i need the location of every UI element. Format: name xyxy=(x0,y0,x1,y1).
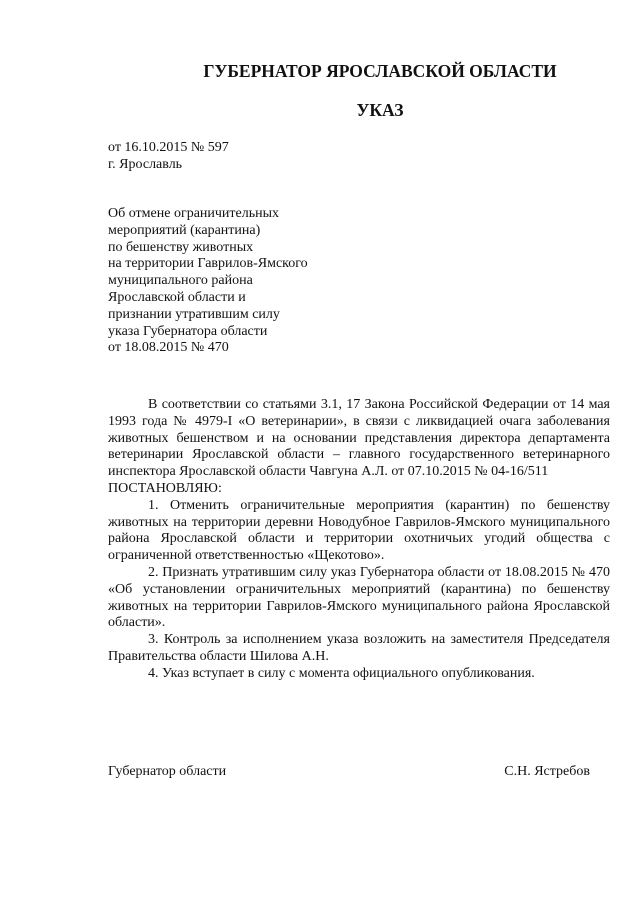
decree-item-1: 1. Отменить ограничительные мероприятия (карантин) по бешенству животных на территории деревни Новодубное Гаврилов-Ямского муниципального района Ярославской области и территории охотничьих угодий общества с ограниченной ответственностью «Щекотово». xyxy=(108,497,610,564)
subject-line: Об отмене ограничительных xyxy=(108,206,280,221)
subject-line: муниципального района xyxy=(108,273,253,289)
city: г. Ярославль xyxy=(108,156,183,172)
decree-item-3: 3. Контроль за исполнением указа возложить на заместителя Председателя Правительства области Шилова А.Н. xyxy=(108,632,610,664)
document-body xyxy=(108,397,610,683)
subject-line: Ярославской области и xyxy=(108,289,246,305)
subject-line: от 18.08.2015 № 470 xyxy=(108,340,229,356)
signatory-name: С.Н. Ястребов xyxy=(504,764,590,779)
subject-line: указа Губернатора области xyxy=(108,323,268,339)
decree-item-4: 4. Указ вступает в силу с момента официального опубликования. xyxy=(148,665,535,681)
signatory-position: Губернатор области xyxy=(108,764,227,779)
date-and-number: от 16.10.2015 № 597 xyxy=(108,140,229,155)
issuing-authority: ГУБЕРНАТОР ЯРОСЛАВСКОЙ ОБЛАСТИ xyxy=(203,61,557,81)
decree-item-2: 2. Признать утратившим силу указ Губернатора области от 18.08.2015 № 470 «Об установлении ограничительных мероприятий (карантина) по бешенству животных на территории Гаврилов-Ямского муниципального района Ярославской области». xyxy=(108,564,610,631)
document-type: УКАЗ xyxy=(356,100,404,120)
subject-line: мероприятий (карантина) xyxy=(108,222,261,238)
document-meta xyxy=(108,140,229,174)
preamble-paragraph: В соответствии со статьями 3.1, 17 Закона Российской Федерации от 14 мая 1993 года № 4979-I «О ветеринарии», в связи с ликвидацией очага заболевания животных бешенством и на основании представления директора департамента ветеринарии Ярославской области – главного государственного ветеринарного инспектора Ярославской области Чавгуна А.Л. от 07.10.2015 № 04-16/511 xyxy=(108,397,610,480)
decree-word: ПОСТАНОВЛЯЮ: xyxy=(108,480,222,496)
subject-line: на территории Гаврилов-Ямского xyxy=(108,256,308,272)
document-subject xyxy=(108,206,308,357)
subject-line: признании утратившим силу xyxy=(108,306,280,322)
subject-line: по бешенству животных xyxy=(108,239,254,255)
